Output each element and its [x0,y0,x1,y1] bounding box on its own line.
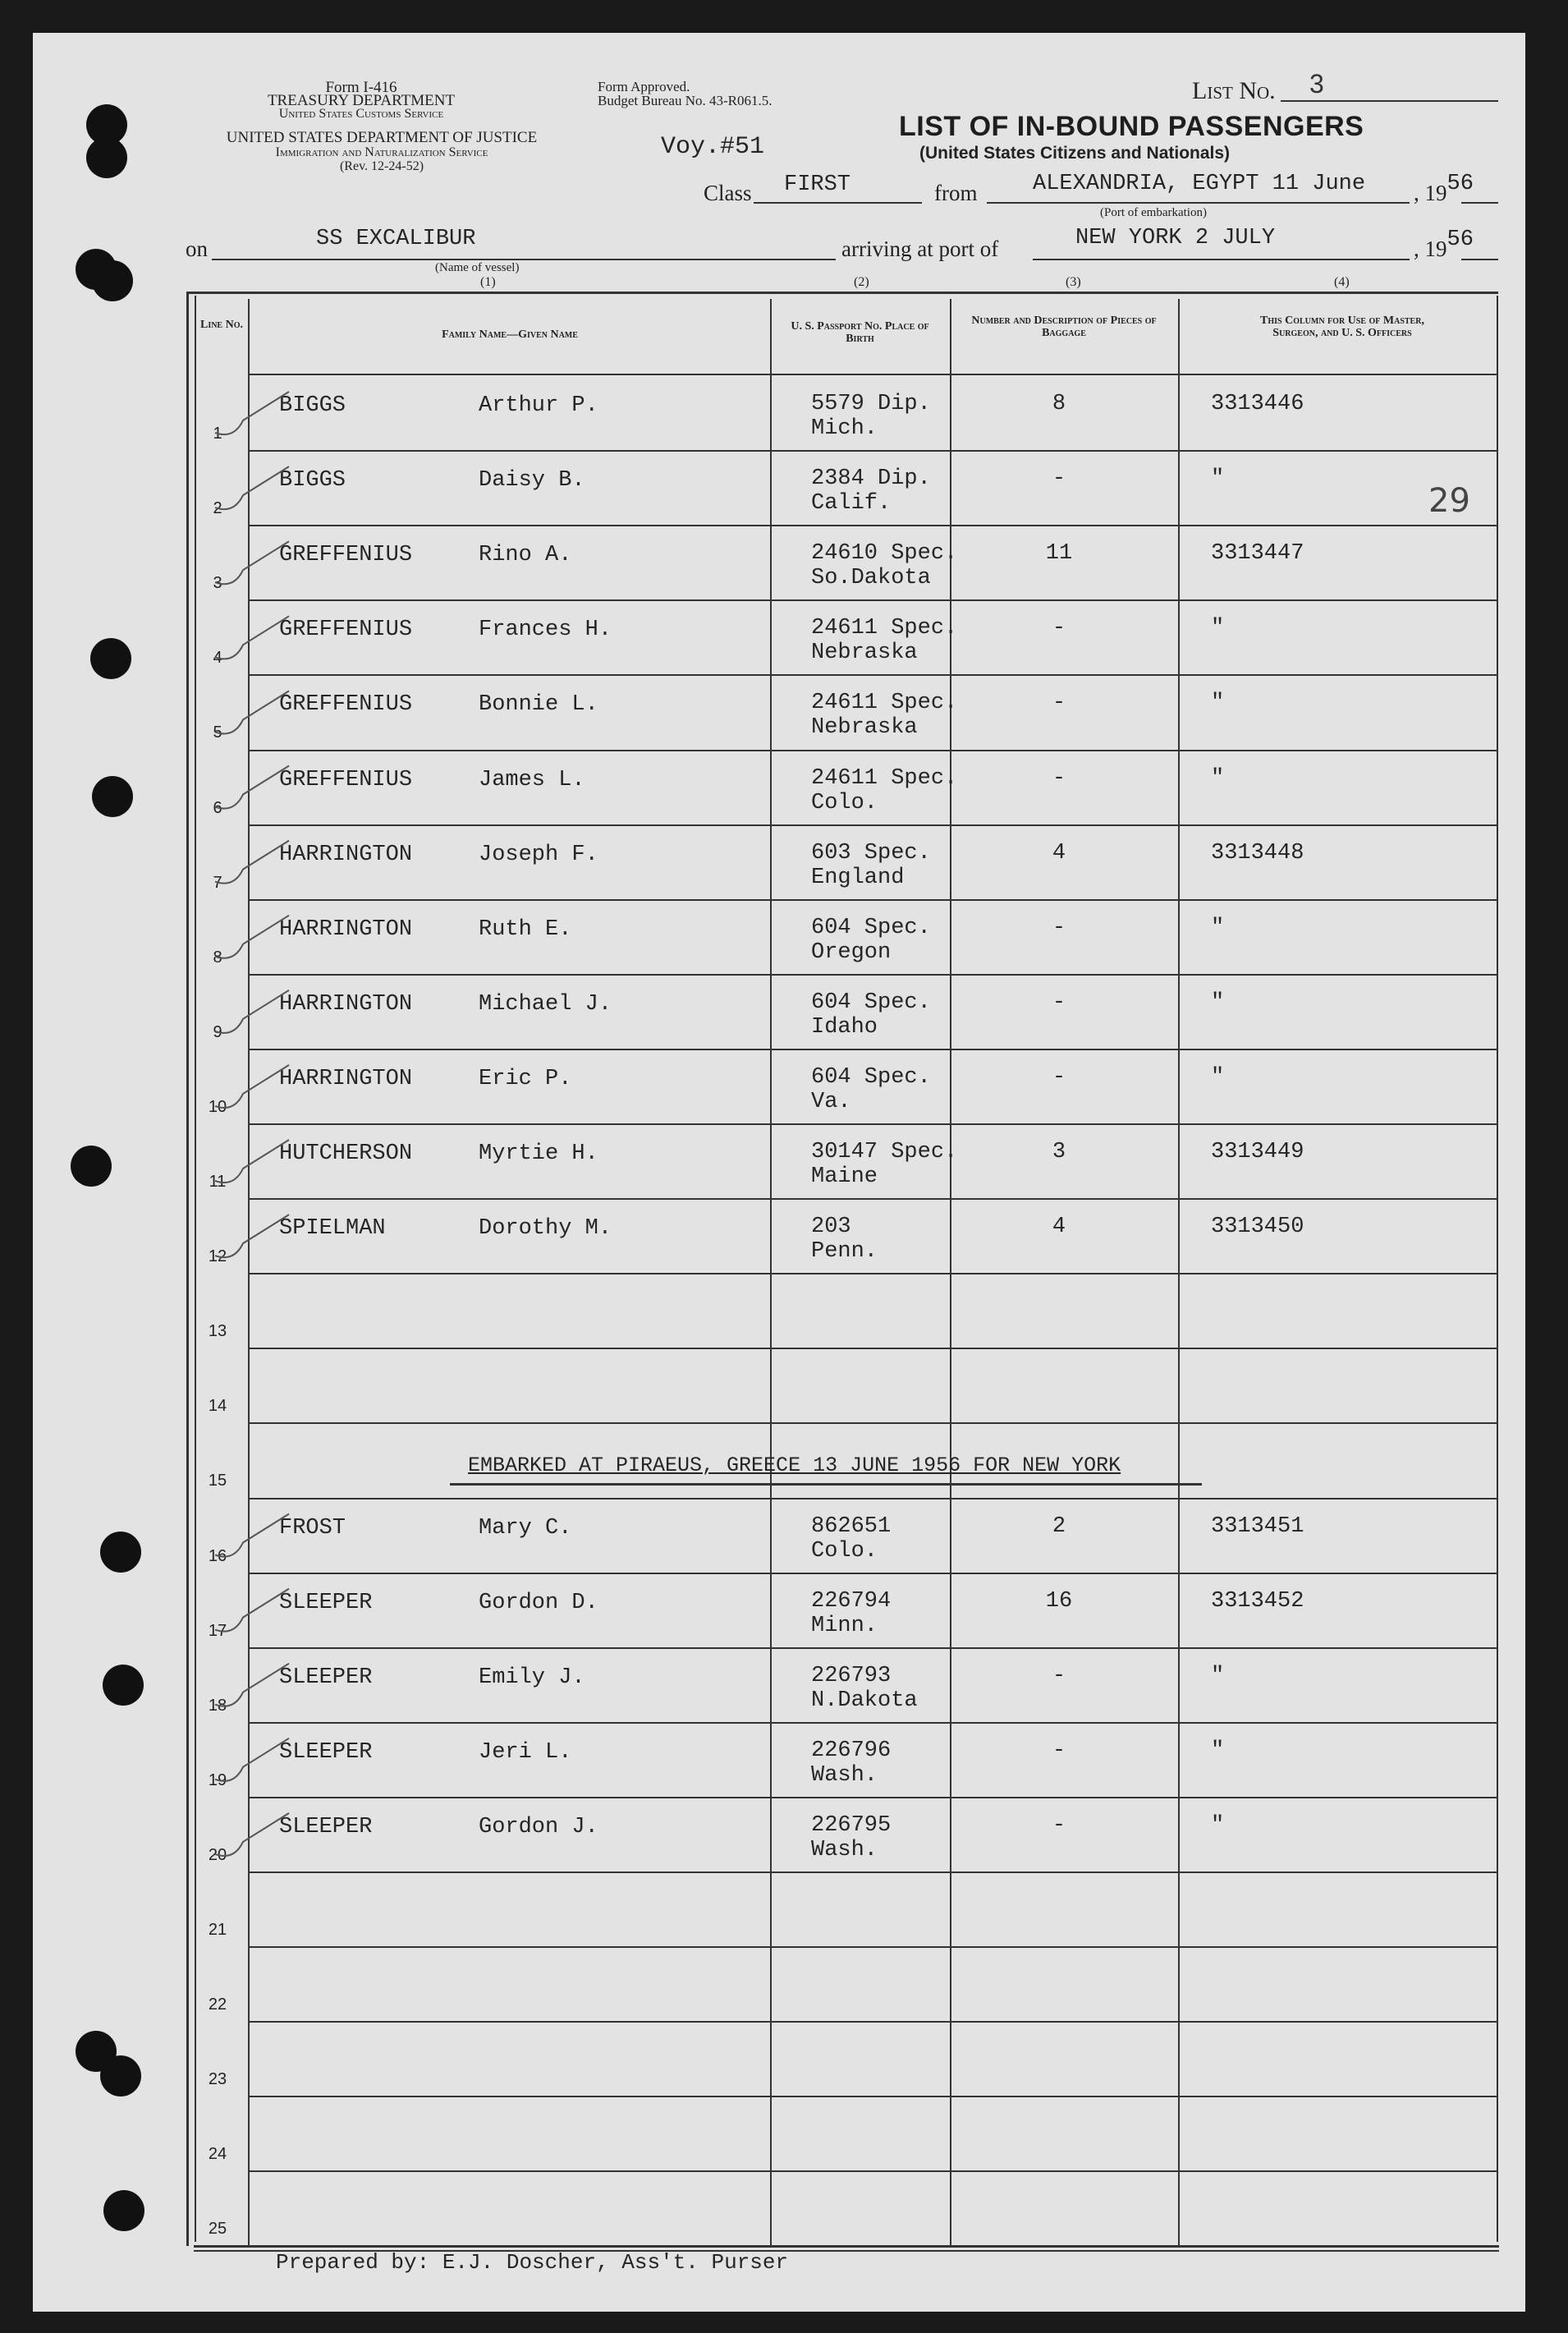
row-line-number: 1 [213,425,222,443]
row-line-number: 12 [208,1247,227,1266]
baggage-count: 3 [1052,1140,1066,1164]
voyage-number: Voy.#51 [661,133,765,161]
place-of-birth: England [811,865,905,890]
from-value: ALEXANDRIA, EGYPT 11 June [1033,172,1366,196]
given-name: Michael J. [479,991,612,1017]
row-divider [250,1422,1497,1424]
row-divider [250,450,1497,452]
given-name: Arthur P. [479,393,598,418]
baggage-count: - [1052,691,1066,716]
year2: , 1956 [1414,227,1474,261]
row-divider [250,824,1497,826]
from-label: from [934,181,978,205]
place-of-birth: Idaho [811,1014,878,1040]
row-line-number: 10 [208,1097,227,1116]
col-divider-baggage [1178,299,1180,2245]
row-line-number: 24 [208,2145,227,2164]
class-label: Class [704,181,752,205]
row-line-number: 6 [213,798,222,817]
punch-hole [103,2190,144,2231]
punch-hole [103,1665,144,1706]
row-line-number: 5 [213,723,222,742]
row-line-number: 7 [213,873,222,892]
passport-number: 862651 [811,1513,892,1539]
immigration-text: Immigration and Naturalization Service [275,145,488,159]
punch-hole [100,2055,141,2096]
family-name: BIGGS [279,393,346,418]
family-name: FROST [279,1515,346,1541]
table-left-inner-border [195,296,196,2242]
list-no-underline [1281,100,1498,102]
family-name: HUTCHERSON [279,1141,413,1166]
table-right-border [1497,296,1498,2242]
officer-number: " [1211,915,1225,940]
row-line-number: 4 [213,649,222,668]
given-name: Dorothy M. [479,1216,612,1242]
passport-number: 24611 Spec. [811,691,958,716]
header-line-no: Line No. [199,319,243,331]
row-line-number: 3 [213,574,222,593]
baggage-count: 4 [1052,840,1066,866]
customs-text: United States Customs Service [278,107,444,121]
revision-text: (Rev. 12-24-52) [339,159,424,173]
passport-number: 603 Spec. [811,840,931,866]
given-name: Bonnie L. [479,692,598,718]
year2-suffix: 56 [1447,227,1474,252]
col-divider-name [770,299,772,2245]
row-divider [250,1273,1497,1274]
passport-number: 24610 Spec. [811,541,958,567]
row-line-number: 20 [208,1845,227,1864]
family-name: SLEEPER [279,1739,373,1765]
row-line-number: 11 [209,1173,227,1191]
given-name: Eric P. [479,1066,572,1091]
col-num-3: (3) [1066,275,1081,289]
row-line-number: 25 [208,2220,227,2239]
port-embark-caption: (Port of embarkation) [1100,206,1207,219]
family-name: GREFFENIUS [279,692,413,718]
row-divider [250,1123,1497,1125]
on-label: on [186,237,208,261]
list-no-value: 3 [1309,69,1324,99]
from-underline [987,202,1410,204]
col-num-2: (2) [854,275,869,289]
place-of-birth: N.Dakota [811,1688,918,1713]
treasury-text: TREASURY DEPARTMENT [267,92,456,109]
officer-number: 3313452 [1211,1588,1304,1614]
officer-number: 3313448 [1211,840,1304,866]
justice-text: UNITED STATES DEPARTMENT OF JUSTICE [226,129,538,146]
place-of-birth: Calif. [811,491,892,517]
year1-underline [1461,202,1498,204]
punch-hole [86,137,127,178]
officer-number: 3313450 [1211,1215,1304,1240]
baggage-count: - [1052,1812,1066,1838]
place-of-birth: Mich. [811,416,878,441]
row-divider [250,1797,1497,1798]
row-divider [250,1871,1497,1873]
form-approved: Form Approved. [598,79,690,94]
row-divider [250,1573,1497,1574]
family-name: SPIELMAN [279,1216,386,1242]
place-of-birth: Penn. [811,1239,878,1265]
row-divider [250,1498,1497,1499]
revision-date [181,158,583,174]
passport-number: 226794 [811,1588,892,1614]
class-value: FIRST [784,172,851,197]
table-bottom-border [194,2245,1499,2248]
punch-hole [92,260,133,301]
arrival-underline [1033,259,1410,260]
baggage-count: - [1052,616,1066,641]
justice-dept [181,130,583,145]
arriving-label: arriving at port of [841,237,999,261]
row-line-number: 22 [208,1995,227,2014]
given-name: Ruth E. [479,916,572,942]
officer-number: " [1211,1812,1225,1838]
row-line-number: 13 [208,1322,227,1341]
family-name: GREFFENIUS [279,543,413,568]
officer-number: " [1211,1738,1225,1763]
row-divider [250,525,1497,526]
baggage-count: - [1052,1738,1066,1763]
row-line-number: 18 [208,1696,227,1715]
place-of-birth: Oregon [811,939,892,965]
family-name: BIGGS [279,468,346,494]
family-name: SLEEPER [279,1590,373,1615]
embark-note-rule [450,1483,1202,1486]
passport-number: 24611 Spec. [811,616,958,641]
family-name: GREFFENIUS [279,618,413,643]
baggage-count: 2 [1052,1513,1066,1539]
family-name: SLEEPER [279,1814,373,1839]
officer-number: 3313447 [1211,541,1304,567]
place-of-birth: So.Dakota [811,566,931,591]
passport-number: 30147 Spec. [811,1140,958,1164]
header-baggage: Number and Description of Pieces of Baggage [971,315,1157,339]
year1-suffix: 56 [1447,172,1474,196]
baggage-count: - [1052,466,1066,492]
vessel-name: SS EXCALIBUR [316,227,476,251]
customs-service [181,106,542,122]
passport-number: 226795 [811,1812,892,1838]
arrival-value: NEW YORK 2 JULY [1075,226,1276,250]
place-of-birth: Colo. [811,1538,878,1564]
given-name: Rino A. [479,543,572,568]
given-name: Joseph F. [479,842,598,867]
given-name: Frances H. [479,618,612,643]
place-of-birth: Nebraska [811,715,918,741]
place-of-birth: Colo. [811,790,878,815]
passport-number: 5579 Dip. [811,392,931,416]
given-name: Mary C. [479,1515,572,1541]
side-page-number: 29 [1428,482,1470,520]
family-name: GREFFENIUS [279,767,413,792]
given-name: Gordon D. [479,1590,598,1615]
passport-number: 226793 [811,1663,892,1688]
passport-number: 2384 Dip. [811,466,931,492]
baggage-count: 4 [1052,1215,1066,1240]
given-name: Emily J. [479,1665,585,1690]
prepared-by: Prepared by: E.J. Doscher, Ass't. Purser [276,2250,789,2275]
place-of-birth: Wash. [811,1762,878,1788]
given-name: Jeri L. [479,1739,572,1765]
officer-number: " [1211,1064,1225,1090]
punch-hole [92,776,133,817]
row-divider [250,899,1497,901]
family-name: HARRINGTON [279,991,413,1017]
row-line-number: 8 [213,948,222,967]
baggage-count: - [1052,990,1066,1015]
family-name: HARRINGTON [279,916,413,942]
row-divider [250,1647,1497,1649]
baggage-count: - [1052,1663,1066,1688]
row-divider [250,2021,1497,2023]
row-divider [250,1722,1497,1724]
vessel-caption: (Name of vessel) [435,261,520,274]
budget-bureau: Budget Bureau No. 43-R061.5. [598,93,773,108]
year1-prefix: 19 [1424,181,1447,205]
col-num-1: (1) [480,275,496,289]
row-line-number: 2 [213,499,222,518]
officer-number: " [1211,1663,1225,1688]
row-line-number: 9 [213,1022,222,1041]
baggage-count: - [1052,915,1066,940]
row-divider [250,750,1497,751]
table-top-border [186,292,1498,294]
row-divider [250,674,1497,676]
baggage-count: 16 [1045,1588,1073,1614]
header-officers: This Column for Use of Master, Surgeon, and U. S. Officers [1260,315,1424,339]
passport-number: 226796 [811,1738,892,1763]
passport-number: 604 Spec. [811,915,931,940]
place-of-birth: Maine [811,1164,878,1189]
family-name: SLEEPER [279,1665,373,1690]
row-line-number: 15 [208,1472,227,1490]
officer-number: " [1211,466,1225,492]
year2-underline [1461,259,1498,260]
passport-number: 604 Spec. [811,990,931,1015]
row-divider [250,1049,1497,1050]
class-underline [754,202,922,204]
col-divider-line [248,299,250,2245]
given-name: Daisy B. [479,468,585,494]
row-divider [250,2096,1497,2097]
row-line-number: 23 [208,2070,227,2089]
passport-number: 604 Spec. [811,1064,931,1090]
given-name: James L. [479,767,585,792]
family-name: HARRINGTON [279,842,413,867]
baggage-count: 8 [1052,392,1066,416]
year1: , 1956 [1414,172,1474,205]
officer-number: " [1211,691,1225,716]
place-of-birth: Nebraska [811,641,918,666]
header-bottom-rule [250,374,1497,375]
row-divider [250,974,1497,976]
place-of-birth: Va. [811,1089,851,1114]
col-divider-passport [950,299,951,2245]
officer-number: " [1211,616,1225,641]
passport-number: 203 [811,1215,851,1240]
punch-hole [71,1146,112,1187]
list-no-label: List No. [1192,77,1276,104]
row-divider [250,599,1497,601]
vessel-underline [212,259,836,260]
page-subtitle: (United States Citizens and Nationals) [919,144,1231,163]
year2-prefix: 19 [1424,237,1447,261]
form-number-text: Form I-416 [325,79,397,96]
officer-number: 3313451 [1211,1513,1304,1539]
place-of-birth: Minn. [811,1613,878,1638]
header-passport: U. S. Passport No. Place of Birth [791,320,929,345]
officer-number: 3313449 [1211,1140,1304,1164]
row-line-number: 19 [208,1770,227,1789]
officer-number: 3313446 [1211,392,1304,416]
row-divider [250,2170,1497,2172]
officer-number: " [1211,990,1225,1015]
punch-hole [90,638,131,679]
row-line-number: 21 [208,1921,227,1939]
passport-number: 24611 Spec. [811,765,958,791]
row-line-number: 16 [208,1546,227,1565]
table-left-border [186,292,189,2246]
given-name: Gordon J. [479,1814,598,1839]
punch-hole [100,1532,141,1573]
header-name: Family Name—Given Name [442,328,578,341]
family-name: HARRINGTON [279,1066,413,1091]
officer-number: " [1211,765,1225,791]
row-line-number: 17 [208,1621,227,1640]
col-num-4: (4) [1334,275,1350,289]
row-divider [250,1348,1497,1349]
given-name: Myrtie H. [479,1141,598,1166]
baggage-count: - [1052,765,1066,791]
baggage-count: 11 [1045,541,1073,567]
row-divider [250,1198,1497,1200]
row-line-number: 14 [208,1397,227,1416]
place-of-birth: Wash. [811,1837,878,1862]
embark-note: EMBARKED AT PIRAEUS, GREECE 13 JUNE 1956 FOR NEW YORK [468,1454,1121,1477]
page-title: LIST OF IN-BOUND PASSENGERS [899,111,1364,142]
baggage-count: - [1052,1064,1066,1090]
row-divider [250,1946,1497,1948]
